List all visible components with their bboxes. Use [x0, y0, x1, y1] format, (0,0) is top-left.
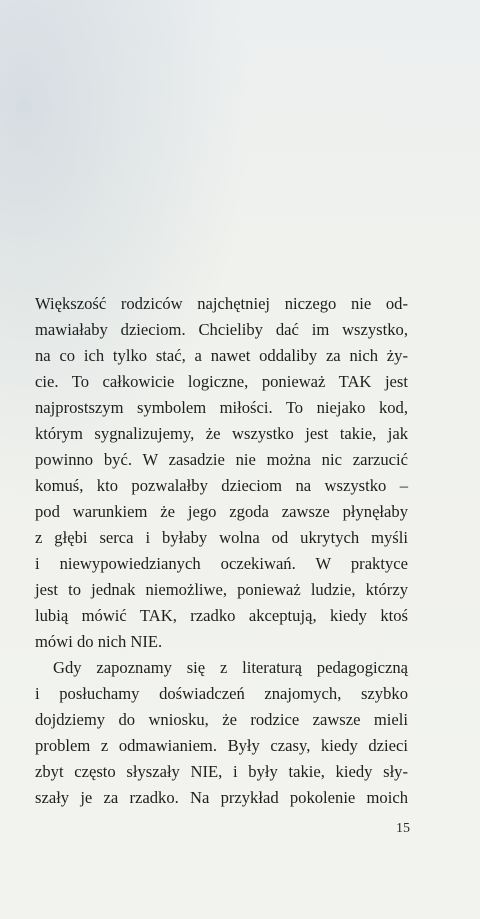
text-line: mówi do nich NIE.: [35, 632, 163, 651]
text-line: lubią mówić TAK, rzadko akceptują, kiedy ktoś: [35, 606, 408, 625]
text-line: którym sygnalizujemy, że wszystko jest takie, jak: [35, 424, 408, 443]
text-line: szały je za rzadko. Na przykład pokolenie moich: [35, 788, 408, 807]
text-line: na co ich tylko stać, a nawet oddaliby za nich ży-: [35, 346, 408, 365]
text-line: i niewypowiedzianych oczekiwań. W praktyce: [35, 554, 408, 573]
text-line: z głębi serca i byłaby wolna od ukrytych myśli: [35, 528, 408, 547]
text-line: mawiałaby dzieciom. Chcieliby dać im wszystko,: [35, 320, 408, 339]
text-line: zbyt często słyszały NIE, i były takie, kiedy sły-: [35, 762, 408, 781]
page-number: 15: [396, 821, 410, 836]
text-line: dojdziemy do wniosku, że rodzice zawsze mieli: [35, 710, 408, 729]
text-line: pod warunkiem że jego zgoda zawsze płynęłaby: [35, 502, 408, 521]
text-line: Gdy zapoznamy się z literaturą pedagogiczną: [53, 658, 408, 677]
text-line: i posłuchamy doświadczeń znajomych, szybko: [35, 684, 408, 703]
text-line: problem z odmawianiem. Były czasy, kiedy dzieci: [35, 736, 408, 755]
text-line: powinno być. W zasadzie nie można nic zarzucić: [35, 450, 408, 469]
text-line: cie. To całkowicie logiczne, ponieważ TAK jest: [35, 372, 408, 391]
text-line: Większość rodziców najchętniej niczego nie od-: [35, 294, 408, 313]
text-line: komuś, kto pozwalałby dzieciom na wszystko –: [35, 476, 408, 495]
text-line: najprostszym symbolem miłości. To niejako kod,: [35, 398, 408, 417]
body-text: [35, 291, 408, 811]
text-line: jest to jednak niemożliwe, ponieważ ludzie, którzy: [35, 580, 408, 599]
